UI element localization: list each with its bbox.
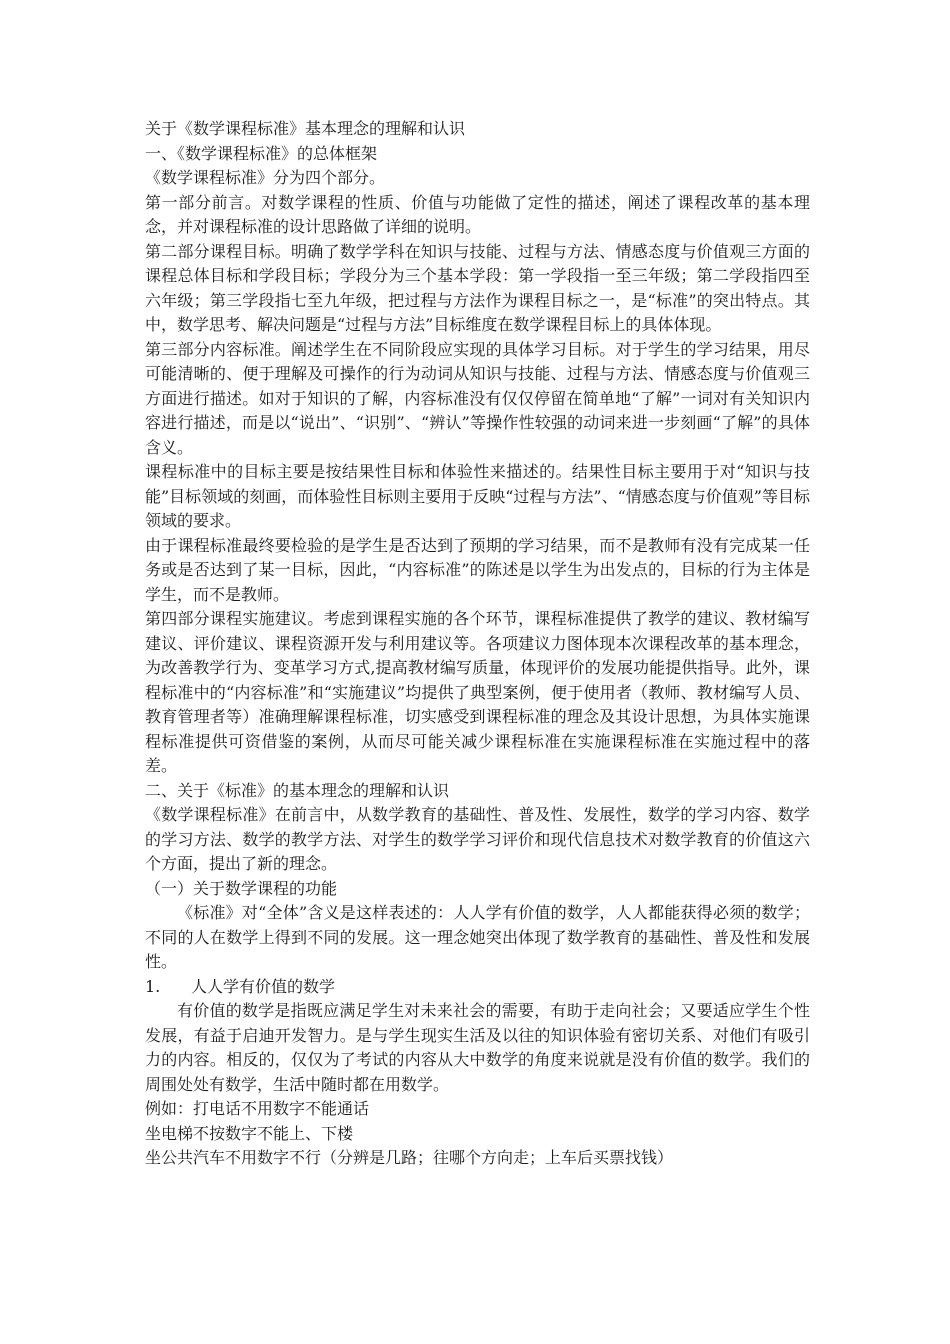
document-title: 关于《数学课程标准》基本理念的理解和认识 <box>145 119 466 138</box>
numbered-item <box>145 975 810 1000</box>
paragraph: 《数学课程标准》分为四个部分。 <box>145 168 386 187</box>
item-number: 1. <box>145 976 161 996</box>
example-line: 坐公共汽车不用数字不行（分辨是几路；往哪个方向走；上车后买票找钱） <box>145 1148 674 1167</box>
item-title: 人人学有价值的数学 <box>191 976 336 996</box>
section1-heading: 一、《数学课程标准》的总体框架 <box>145 143 378 163</box>
paragraph: 第二部分课程目标。明确了数学学科在知识与技能、过程与方法、情感态度与价值观三方面的课程总体目标和学段目标；学段分为三个基本学段：第一学段指一至三年级；第二学段指四至六年级；第三学段指七至九年级，把过程与方法作为课程目标之一，是“标准”的突出特点。其中，数学思考、解决问题是“过程与方法”目标维度在数学课程目标上的具体体现。 <box>145 241 810 334</box>
section2-heading: 二、关于《标准》的基本理念的理解和认识 <box>145 780 450 800</box>
paragraph: 课程标准中的目标主要是按结果性目标和体验性来描述的。结果性目标主要用于对“知识与技能”目标领域的刻画，而体验性目标则主要用于反映“过程与方法”、“情感态度与价值观”等目标领域的要求。 <box>145 462 810 530</box>
paragraph: 《标准》对“全体”含义是这样表述的：人人学有价值的数学，人人都能获得必须的数学；不同的人在数学上得到不同的发展。这一理念她突出体现了数学教育的基础性、普及性和发展性。 <box>145 903 810 971</box>
paragraph: 由于课程标准最终要检验的是学生是否达到了预期的学习结果，而不是教师有没有完成某一任务或是否达到了某一目标，因此，“内容标准”的陈述是以学生为出发点的，目标的行为主体是学生，而不是教师。 <box>145 535 810 604</box>
paragraph: 第三部分内容标准。阐述学生在不同阶段应实现的具体学习目标。对于学生的学习结果，用尽可能清晰的、便于理解及可操作的行为动词从知识与技能、过程与方法、情感态度与价值观三方面进行描述。如对于知识的了解，内容标准没有仅仅停留在简单地“了解”一词对有关知识内容进行描述，而是以“说出”、“识别”、“辨认”等操作性较强的动词来进一步刻画“了解”的具体含义。 <box>145 339 810 457</box>
paragraph: 第一部分前言。对数学课程的性质、价值与功能做了定性的描述，阐述了课程改革的基本理念，并对课程标准的设计思路做了详细的说明。 <box>145 192 810 236</box>
paragraph: 《数学课程标准》在前言中，从数学教育的基础性、普及性、发展性，数学的学习内容、数学的学习方法、数学的教学方法、对学生的数学学习评价和现代信息技术对数学教育的价值这六个方面，提出了新的理念。 <box>145 805 810 873</box>
paragraph: 有价值的数学是指既应满足学生对未来社会的需要，有助于走向社会；又要适应学生个性发展，有益于启迪开发智力。是与学生现实生活及以往的知识体验有密切关系、对他们有吸引力的内容。相反的，仅仅为了考试的内容从大中数学的角度来说就是没有价值的数学。我们的周围处处有数学，生活中随时都在用数学。 <box>145 1001 810 1094</box>
example-line: 例如：打电话不用数字不能通话 <box>145 1099 370 1118</box>
document-body <box>145 117 810 1171</box>
example-line: 坐电梯不按数字不能上、下楼 <box>145 1123 354 1143</box>
paragraph: 第四部分课程实施建议。考虑到课程实施的各个环节，课程标准提供了教学的建议、教材编写建议、评价建议、课程资源开发与利用建议等。各项建议力图体现本次课程改革的基本理念，为改善教学行为、变革学习方式,提高教材编写质量，体现评价的发展功能提供指导。此外，课程标准中的“内容标准”和“实施建议”均提供了典型案例，便于使用者（教师、教材编写人员、教育管理者等）准确理解课程标准，切实感受到课程标准的理念及其设计思想，为具体实施课程标准提供可资借鉴的案例，从而尽可能关减少课程标准在实施课程标准在实施过程中的落差。 <box>145 609 810 775</box>
subsection-heading: （一）关于数学课程的功能 <box>145 878 338 898</box>
